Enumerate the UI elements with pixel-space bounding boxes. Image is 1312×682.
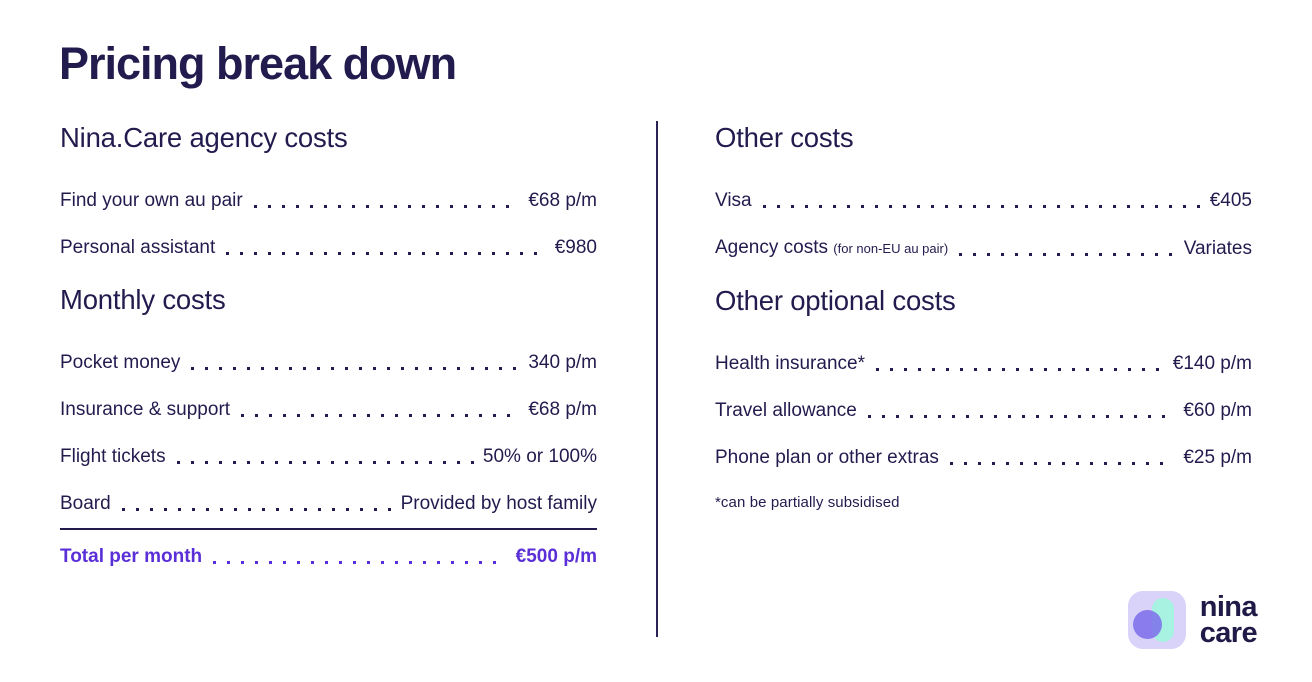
cost-value: €405 <box>1209 190 1252 211</box>
cost-label-text: Agency costs <box>715 237 828 258</box>
dot-leader <box>868 415 1174 418</box>
section-heading-monthly-costs: Monthly costs <box>60 284 226 315</box>
cost-label: Travel allowance <box>715 400 857 421</box>
cost-row <box>715 353 1252 375</box>
ninacare-logo-icon <box>1128 591 1186 649</box>
cost-value: Variates <box>1183 238 1252 259</box>
footnote: *can be partially subsidised <box>715 494 900 511</box>
total-row <box>60 546 597 568</box>
logo-word-care: care <box>1199 617 1257 649</box>
cost-row <box>715 400 1252 422</box>
dot-leader <box>876 368 1164 371</box>
cost-label: Pocket money <box>60 352 181 373</box>
logo-circle-shape <box>1133 610 1162 639</box>
ninacare-logo <box>1128 591 1257 649</box>
cost-value: €68 p/m <box>528 190 597 211</box>
cost-value: 340 p/m <box>528 352 597 373</box>
total-separator-line <box>60 528 597 530</box>
cost-value: €68 p/m <box>528 399 597 420</box>
dot-leader <box>950 462 1174 465</box>
dot-leader <box>241 414 519 417</box>
cost-label <box>715 237 948 260</box>
cost-value: €60 p/m <box>1183 400 1252 421</box>
cost-row <box>60 446 597 468</box>
page-title: Pricing break down <box>59 38 457 89</box>
cost-row <box>60 190 597 212</box>
cost-label: Flight tickets <box>60 446 166 467</box>
section-heading-other-costs: Other costs <box>715 122 854 153</box>
column-divider <box>656 121 658 637</box>
logo-word-nina: nina <box>1199 591 1257 623</box>
dot-leader <box>191 367 519 370</box>
dot-leader <box>213 561 507 564</box>
cost-value: 50% or 100% <box>482 446 597 467</box>
dot-leader <box>177 461 474 464</box>
ninacare-logo-wordmark <box>1199 591 1257 649</box>
right-column <box>715 122 1252 511</box>
dot-leader <box>226 252 545 255</box>
cost-value: Provided by host family <box>400 493 597 514</box>
cost-row <box>715 237 1252 260</box>
left-column <box>60 122 597 593</box>
cost-label: Phone plan or other extras <box>715 447 939 468</box>
cost-label-note: (for non-EU au pair) <box>833 241 949 256</box>
total-label: Total per month <box>60 546 203 567</box>
cost-row <box>60 399 597 421</box>
section-heading-agency-costs: Nina.Care agency costs <box>60 122 348 153</box>
cost-row <box>60 237 597 259</box>
dot-leader <box>763 205 1201 208</box>
cost-label: Find your own au pair <box>60 190 243 211</box>
section-heading-other-optional-costs: Other optional costs <box>715 285 956 316</box>
cost-label: Personal assistant <box>60 237 216 258</box>
cost-label: Visa <box>715 190 752 211</box>
dot-leader <box>122 508 392 511</box>
cost-value: €140 p/m <box>1172 353 1252 374</box>
dot-leader <box>254 205 520 208</box>
total-value: €500 p/m <box>515 546 597 567</box>
dot-leader <box>959 253 1175 256</box>
cost-row <box>715 190 1252 212</box>
section-agency-costs <box>60 122 597 259</box>
section-monthly-costs <box>60 284 597 515</box>
cost-row <box>715 447 1252 469</box>
cost-label: Health insurance* <box>715 353 865 374</box>
cost-row <box>60 493 597 515</box>
cost-value: €980 <box>554 237 597 258</box>
section-other-costs <box>715 122 1252 260</box>
cost-label: Insurance & support <box>60 399 231 420</box>
cost-label: Board <box>60 493 111 514</box>
section-other-optional-costs <box>715 285 1252 469</box>
cost-value: €25 p/m <box>1183 447 1252 468</box>
cost-row <box>60 352 597 374</box>
